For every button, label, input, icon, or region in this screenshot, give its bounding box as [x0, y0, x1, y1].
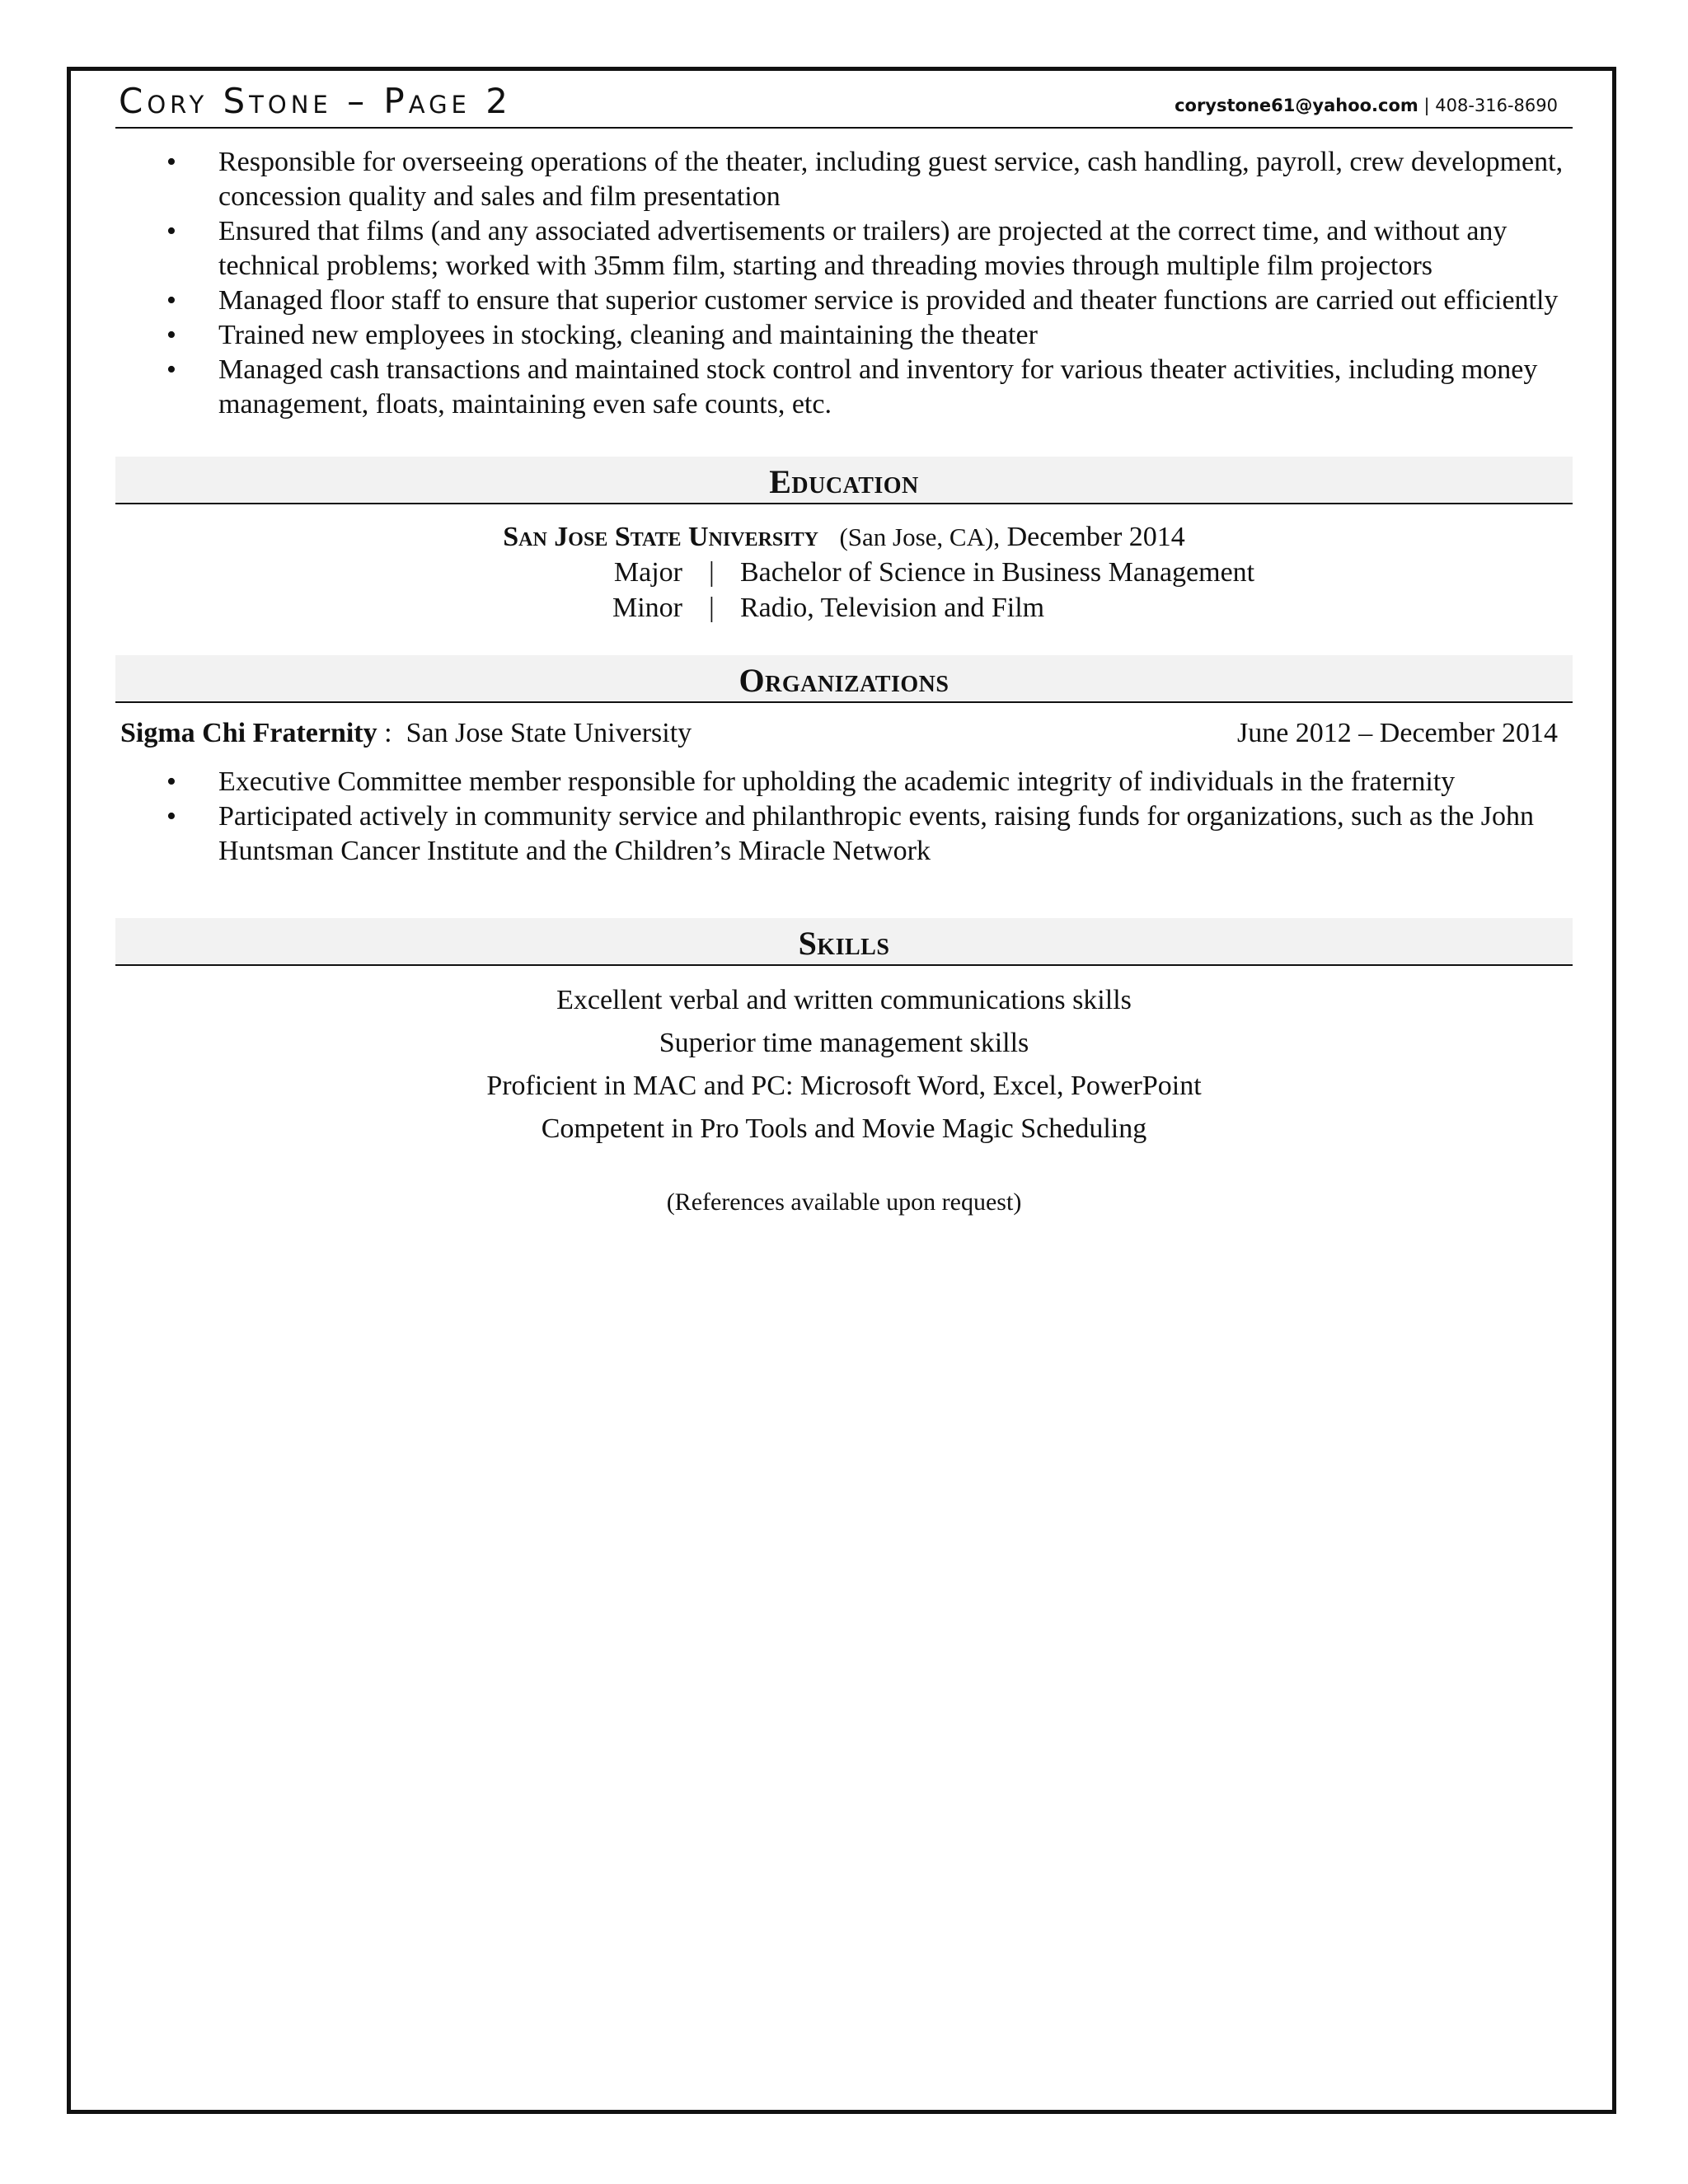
education-section [115, 519, 1573, 626]
skill-item: Competent in Pro Tools and Movie Magic Scheduling [541, 1113, 1147, 1144]
organization-bullet-list [115, 765, 1573, 869]
list-item [115, 765, 1573, 799]
bullet-icon: • [166, 320, 176, 350]
education-heading: Education [115, 457, 1573, 504]
organization-separator: : [384, 718, 392, 748]
bullet-icon: • [166, 285, 176, 316]
experience-bullet-list [115, 145, 1573, 422]
page-header [115, 79, 1573, 129]
organization-row [115, 715, 1573, 752]
graduation-date: December 2014 [1006, 522, 1185, 552]
list-item [115, 318, 1573, 353]
bullet-text: Trained new employees in stocking, cleaning and maintaining the theater [218, 320, 1038, 350]
skill-item: Excellent verbal and written communications skills [556, 985, 1132, 1015]
organization-dates: June 2012 – December 2014 [1236, 718, 1558, 748]
education-major-row [115, 555, 1573, 590]
major-label: Major [613, 557, 682, 588]
resume-page [115, 79, 1573, 1216]
skills-list [115, 979, 1573, 1151]
bullet-icon: • [166, 147, 176, 177]
bullet-icon: • [166, 766, 176, 797]
school-location: (San Jose, CA), [839, 523, 1001, 551]
minor-label: Minor [612, 593, 682, 623]
bullet-text: Participated actively in community service and philanthropic events, raising funds for organizations, such as the John Huntsman Cancer Institute and the Children’s Miracle Network [218, 801, 1535, 866]
phone-text: 408-316-8690 [1435, 96, 1558, 115]
bullet-icon: • [166, 216, 176, 246]
references-note: (References available upon request) [666, 1188, 1022, 1216]
contact-separator: | [1423, 96, 1430, 115]
bullet-text: Managed floor staff to ensure that superior customer service is provided and theater functions are carried out efficiently [218, 285, 1559, 316]
page-title: Cory Stone – Page 2 [119, 81, 512, 121]
organizations-heading: Organizations [115, 655, 1573, 703]
education-minor-row [115, 590, 1573, 626]
major-separator: | [709, 557, 715, 588]
bullet-icon: • [166, 801, 176, 832]
organization-institution: San Jose State University [406, 718, 692, 748]
contact-info [1175, 96, 1558, 115]
minor-value: Radio, Television and Film [740, 593, 1045, 623]
skill-item: Proficient in MAC and PC: Microsoft Word, Excel, PowerPoint [486, 1071, 1202, 1101]
education-school-line [115, 519, 1573, 555]
list-item [115, 145, 1573, 214]
email-text: corystone61@yahoo.com [1175, 96, 1418, 115]
list-item [115, 214, 1573, 284]
organization-info [120, 715, 692, 752]
school-name: San Jose State University [503, 522, 818, 552]
organization-name: Sigma Chi Fraternity [120, 718, 377, 748]
bullet-text: Executive Committee member responsible for upholding the academic integrity of individuals in the fraternity [218, 766, 1456, 797]
bullet-text: Responsible for overseeing operations of the theater, including guest service, cash handling, payroll, crew development, concession quality and sales and film presentation [218, 147, 1564, 212]
bullet-icon: • [166, 354, 176, 385]
list-item [115, 353, 1573, 422]
list-item [115, 799, 1573, 869]
list-item [115, 284, 1573, 318]
major-value: Bachelor of Science in Business Management [740, 557, 1255, 588]
skills-heading: Skills [115, 918, 1573, 966]
skill-item: Superior time management skills [659, 1028, 1029, 1058]
bullet-text: Managed cash transactions and maintained stock control and inventory for various theater activities, including money management, floats, maintaining even safe counts, etc. [218, 354, 1538, 419]
minor-separator: | [709, 593, 715, 623]
bullet-text: Ensured that films (and any associated advertisements or trailers) are projected at the correct time, and without any technical problems; worked with 35mm film, starting and threading movies through multiple film projectors [218, 216, 1507, 281]
